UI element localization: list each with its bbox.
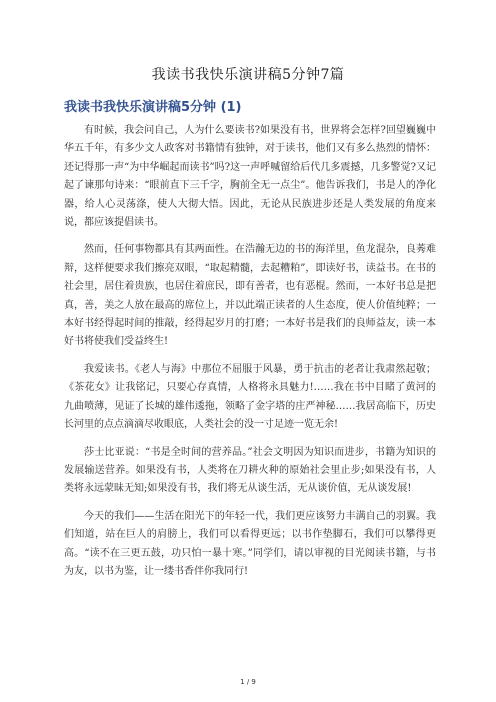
paragraph: 我爱读书。《老人与海》中那位不屈服于风暴，勇于抗击的老者让我肃然起敬；《茶花女》让我铭记，只要心存真情，人格将永具魅力!……我在书中目睹了黄河的九曲喷薄，见证了长城的雄伟逶拖，领略了金字塔的庄严神秘……我居高临下，历史长河里的点点滴滴尽收眼底，人类社会的没一寸足迹一览无余! (64, 363, 436, 431)
paragraph: 莎士比亚说：“书是全时间的营养品。”社会文明因为知识而进步，书籍为知识的发展输送营养。如果没有书，人类将在刀耕火种的原始社会里止步;如果没有书，人类将永远蒙昧无知;如果没有书，我们将无从谈生活，无从谈价值，无从谈发展! (64, 446, 436, 495)
document-title: 我读书我快乐演讲稿5分钟7篇 (151, 67, 345, 83)
paragraph: 有时候，我会问自己，人为什么要读书?如果没有书，世界将会怎样?回望巍巍中华五千年，有多少文人政客对书籍情有独钟，对于读书，他们又有多么热烈的情怀：还记得那一声“为中华崛起而读书”吗?这一声呼喊留给后代几多震撼，几多警觉?又记起了谏那句诗来：“眼前直下三千字，胸前全无一点尘”。他告诉我们，书是人的净化器，给人心灵荡涤，使人大彻大悟。因此，无论从民族进步还是人类发展的角度来说，都应该提倡读书。 (64, 125, 436, 229)
paragraph: 今天的我们——生活在阳光下的年轻一代，我们更应该努力丰满自己的羽翼。我们知道，站在巨人的肩膀上，我们可以看得更远；以书作垫脚石，我们可以攀得更高。“读不在三更五鼓，功只怕一暴十寒。”同学们，请以审视的目光阅读书籍，与书为友，以书为鉴，让一缕书香伴你我同行! (64, 510, 436, 577)
body-text (64, 122, 436, 590)
page-number: 1 / 9 (240, 678, 256, 686)
section-heading: 我读书我快乐演讲稿5分钟 (1) (64, 100, 242, 115)
paragraph: 然而，任何事物都具有其两面性。在浩瀚无边的书的海洋里，鱼龙混杂，良莠难辩，这样便要求我们擦亮双眼，“取起精髓，去起糟粕”，即读好书，读益书。在书的社会里，居住着贵族，也居住着庶民，即有善者，也有恶棍。然而，一本好书总是把真，善，美之人放在最高的席位上，并以此端正读者的人生态度，使人价值纯粹；一本好书经得起时间的推敲，经得起岁月的打磨；一本好书是我们的良师益友，读一本好书将使我们受益终生! (64, 244, 436, 348)
